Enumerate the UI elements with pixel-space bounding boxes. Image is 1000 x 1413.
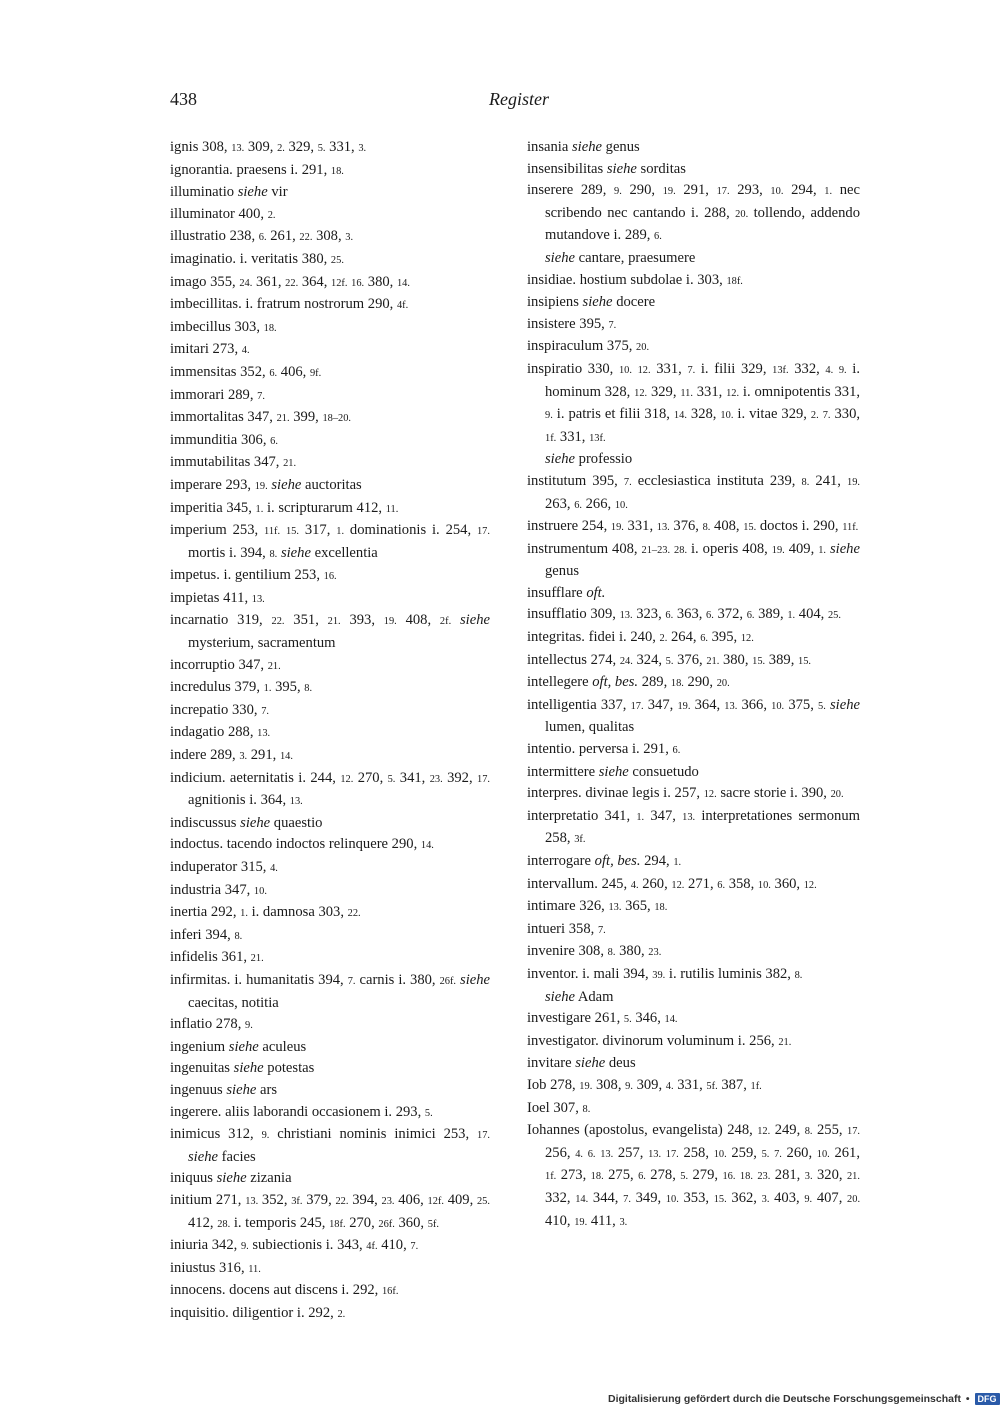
index-entry: imperare 293, 19. siehe auctoritas [170,476,362,493]
index-entry: ingenuus siehe ars [170,1081,278,1098]
index-entry: ignorantia. praesens i. 291, 18. [170,161,344,178]
index-entry: initium 271, 13. 352, 3f. 379, 22. 394, 23. 406, 12f. 409, 25. 412, 28. i. temporis 245, 18f. 270, 26f. 360, 5f. [170,1191,490,1231]
index-entry: inspiraculum 375, 20. [527,338,650,355]
index-entry: instruere 254, 19. 331, 13. 376, 8. 408, 15. doctos i. 290, 11f. [527,518,859,535]
index-entry: intelligentia 337, 17. 347, 19. 364, 13. 366, 10. 375, 5. siehe lumen, qualitas [527,696,860,736]
index-entry: Ioel 307, 8. [527,1099,591,1116]
index-entry: iniquus siehe zizania [170,1170,292,1187]
running-head: Register [489,89,549,109]
index-entry: indagatio 288, 13. [170,724,271,741]
index-entry: investigator. divinorum voluminum i. 256, 21. [527,1032,792,1049]
index-entry: immortalitas 347, 21. 399, 18–20. [170,409,352,426]
index-entry: indere 289, 3. 291, 14. [170,747,293,764]
index-entry: intervallum. 245, 4. 260, 12. 271, 6. 358, 10. 360, 12. [527,875,817,892]
index-entry: inferi 394, 8. [170,926,243,943]
index-entry: inquisitio. diligentior i. 292, 2. [170,1304,346,1321]
index-entry: interpres. divinae legis i. 257, 12. sacre storie i. 390, 20. [527,785,844,802]
index-entry: intellectus 274, 24. 324, 5. 376, 21. 380, 15. 389, 15. [527,651,811,668]
footer-separator: • [965,1393,970,1405]
index-entry: inventor. i. mali 394, 39. i. rutilis luminis 382, 8. siehe Adam [527,965,803,1005]
index-entry: insensibilitas siehe sorditas [527,160,686,177]
index-entry: iniuria 342, 9. subiectionis i. 343, 4f. 410, 7. [170,1237,419,1254]
index-entry: Iob 278, 19. 308, 9. 309, 4. 331, 5f. 387, 1f. [527,1076,762,1093]
index-entry: invitare siehe deus [527,1055,636,1072]
index-entry: intentio. perversa i. 291, 6. [527,741,681,758]
footer-credit [608,1393,1000,1405]
index-entry: inflatio 278, 9. [170,1016,253,1033]
index-entry: incredulus 379, 1. 395, 8. [170,679,313,696]
index-entry: interpretatio 341, 1. 347, 13. interpretationes sermonum 258, 3f. [527,807,860,847]
index-entry: indiscussus siehe quaestio [170,814,323,831]
index-entry: intermittere siehe consuetudo [527,763,699,780]
page-number: 438 [170,89,197,109]
index-entry: imbecillus 303, 18. [170,318,277,335]
index-entry: institutum 395, 7. ecclesiastica instituta 239, 8. 241, 19. 263, 6. 266, 10. [527,472,861,512]
index-entry: immensitas 352, 6. 406, 9f. [170,363,322,380]
index-entry: insistere 395, 7. [527,315,617,332]
index-entry: inimicus 312, 9. christiani nominis inimici 253, 17. siehe facies [170,1126,490,1165]
index-entry: immorari 289, 7. [170,386,265,403]
index-entry: investigare 261, 5. 346, 14. [527,1010,678,1027]
index-entry: imago 355, 24. 361, 22. 364, 12f. 16. 380, 14. [170,273,410,290]
index-column-left [170,137,490,1325]
index-entry: imaginatio. i. veritatis 380, 25. [170,250,344,267]
index-entry: instrumentum 408, 21–23. 28. i. operis 408, 19. 409, 1. siehe genus [527,540,860,580]
index-entry: intueri 358, 7. [527,920,606,937]
index-entry: incarnatio 319, 22. 351, 21. 393, 19. 408, 2f. siehe mysterium, sacramentum [170,612,490,652]
index-entry: integritas. fidei i. 240, 2. 264, 6. 395, 12. [527,629,754,646]
index-entry: ingenium siehe aculeus [170,1038,307,1055]
index-entry: immunditia 306, 6. [170,431,278,448]
index-entry: inserere 289, 9. 290, 19. 291, 17. 293, 10. 294, 1. nec scribendo nec cantando i. 288, 20. tollendo, addendo mutandove i. 289, 6. siehe cantare, praesumere [527,182,860,266]
index-entry: industria 347, 10. [170,881,267,898]
index-entry: imperium 253, 11f. 15. 317, 1. dominationis i. 254, 17. mortis i. 394, 8. siehe excellentia [170,522,490,561]
index-entry: insufflare oft. [527,584,606,601]
index-entry: incorruptio 347, 21. [170,656,281,673]
index-entry: interrogare oft, bes. 294, 1. [527,853,682,869]
index-entry: indoctus. tacendo indoctos relinquere 290, 14. [170,836,434,853]
index-entry: illustratio 238, 6. 261, 22. 308, 3. [170,228,354,245]
index-entry: insania siehe genus [527,139,640,155]
index-entry: indicium. aeternitatis i. 244, 12. 270, 5. 341, 23. 392, 17. agnitionis i. 364, 13. [170,769,490,809]
index-entry: infidelis 361, 21. [170,949,264,966]
index-entry: ignis 308, 13. 309, 2. 329, 5. 331, 3. [170,139,367,155]
index-entry: inertia 292, 1. i. damnosa 303, 22. [170,904,361,921]
index-entry: impietas 411, 13. [170,589,265,606]
dfg-logo: DFG [975,1393,1000,1405]
index-entry: insipiens siehe docere [527,294,656,311]
index-entry: iniustus 316, 11. [170,1259,261,1276]
index-entry: innocens. docens aut discens i. 292, 16f. [170,1282,399,1299]
index-entry: intimare 326, 13. 365, 18. [527,898,668,915]
index-entry: Iohannes (apostolus, evangelista) 248, 12. 249, 8. 255, 17. 256, 4. 6. 13. 257, 13. 17. 258, 10. 259, 5. 7. 260, 10. 261, 1f. 273, 18. 275, 6. 278, 5. 279, 16. 18. 23. 281, 3. 320, 21. 332, 14. 344, 7. 349, 10. 353, 15. 362, 3. 403, 9. 407, 20. 410, 19. 411, 3. [527,1122,861,1229]
index-entry: ingerere. aliis laborandi occasionem i. 293, 5. [170,1103,433,1120]
index-column-right [527,137,860,1233]
index-entry: imbecillitas. i. fratrum nostrorum 290, 4f. [170,296,409,313]
index-entry: invenire 308, 8. 380, 23. [527,943,662,960]
index-entry: illuminatio siehe vir [170,184,288,201]
index-entry: illuminator 400, 2. [170,205,276,222]
index-entry: intellegere oft, bes. 289, 18. 290, 20. [527,674,730,691]
index-entry: imitari 273, 4. [170,341,250,358]
index-entry: infirmitas. i. humanitatis 394, 7. carnis i. 380, 26f. siehe caecitas, notitia [170,971,491,1011]
index-entry: ingenuitas siehe potestas [170,1060,315,1077]
index-entry: inspiratio 330, 10. 12. 331, 7. i. filii 329, 13f. 332, 4. 9. i. hominum 328, 12. 329, 11. 331, 12. i. omnipotentis 331, 9. i. patris et filii 318, 14. 328, 10. i. vitae 329, 2. 7. 330, 1f. 331, 13f. siehe professio [527,360,861,468]
index-entry: insidiae. hostium subdolae i. 303, 18f. [527,271,743,288]
index-entry: impetus. i. gentilium 253, 16. [170,567,337,584]
index-entry: induperator 315, 4. [170,859,278,875]
index-entry: insufflatio 309, 13. 323, 6. 363, 6. 372, 6. 389, 1. 404, 25. [527,606,841,623]
footer-text: Digitalisierung gefördert durch die Deutsche Forschungsgemeinschaft [608,1393,961,1405]
index-entry: immutabilitas 347, 21. [170,454,297,471]
index-entry: imperitia 345, 1. i. scripturarum 412, 11. [170,499,399,516]
index-entry: increpatio 330, 7. [170,701,269,718]
